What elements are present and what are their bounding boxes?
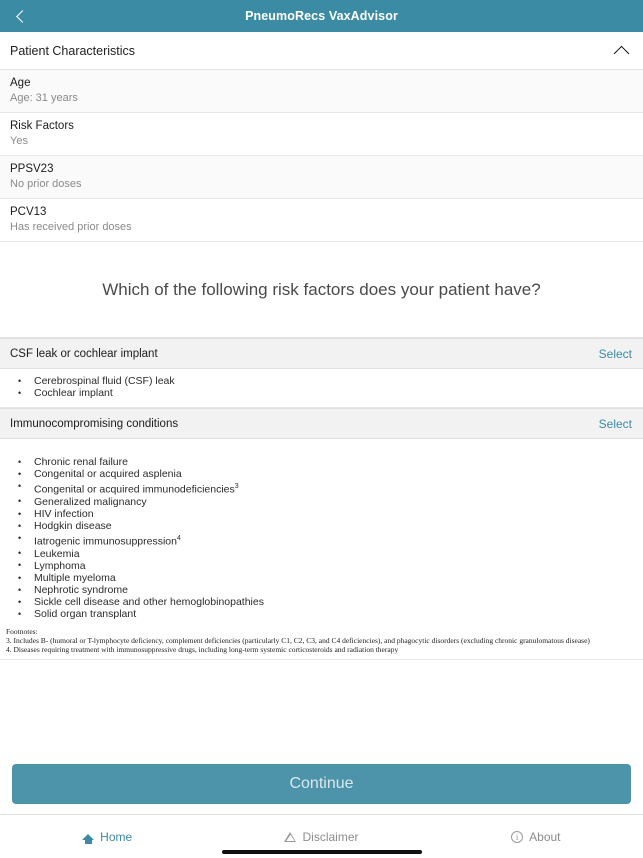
list-item: • Hodgkin disease (0, 521, 643, 533)
list-item: • Cochlear implant (0, 388, 643, 400)
list-item: • Lymphoma (0, 561, 643, 573)
list-item: • Cerebrospinal fluid (CSF) leak (0, 376, 643, 388)
tab-home[interactable] (0, 830, 214, 844)
tab-label: Disclaimer (302, 829, 359, 844)
characteristic-row-age[interactable] (0, 70, 643, 113)
option-group-body-csf (0, 369, 643, 408)
list-item: • Solid organ transplant (0, 609, 643, 621)
list-item: • Leukemia (0, 549, 643, 561)
select-button-immunocompromising[interactable]: Select (598, 416, 632, 431)
list-item: • Multiple myeloma (0, 573, 643, 585)
question-container (0, 242, 643, 338)
characteristic-row-risk-factors[interactable] (0, 113, 643, 156)
home-icon (82, 834, 94, 840)
list-item: • Iatrogenic immunosuppression$^4$ (0, 533, 643, 548)
option-group-header-immunocompromising (0, 408, 643, 439)
characteristic-value: Has received prior doses (10, 221, 132, 233)
characteristic-label: Age (10, 77, 31, 89)
list-item: • HIV infection (0, 509, 643, 521)
chevron-left-icon (16, 10, 29, 23)
option-group-body-immunocompromising (0, 439, 643, 660)
list-item: • Nephrotic syndrome (0, 585, 643, 597)
select-button-csf[interactable]: Select (598, 346, 632, 361)
question-text: Which of the following risk factors does your patient have? (102, 279, 541, 299)
characteristic-row-ppsv23[interactable] (0, 156, 643, 199)
footnotes-title: Footnotes: (6, 626, 38, 636)
tab-label: About (529, 829, 561, 844)
option-group-header-csf (0, 338, 643, 369)
info-circle-icon: i (511, 831, 523, 843)
characteristic-label: Risk Factors (10, 120, 74, 132)
patient-characteristics-header[interactable] (0, 32, 643, 70)
page-title: PneumoRecs VaxAdvisor (245, 9, 398, 23)
option-list-csf (0, 376, 643, 400)
continue-container (0, 764, 643, 804)
footnote-3: 3. Includes B- (humoral or T-lymphocyte deficiency, complement deficiencies (particularly C1, C2, C3, and C4 deficiencies), and phagocytic disorders (excluding chronic granulomatous disease) (6, 635, 590, 645)
tab-label: Home (100, 829, 133, 844)
option-list-immunocompromising (0, 457, 643, 621)
list-item: • Congenital or acquired asplenia (0, 469, 643, 481)
warning-triangle-icon (284, 832, 296, 842)
characteristic-row-pcv13[interactable] (0, 199, 643, 242)
app-header (0, 0, 643, 32)
tab-disclaimer[interactable] (214, 830, 428, 844)
characteristic-label: PPSV23 (10, 163, 54, 175)
patient-characteristics-title: Patient Characteristics (10, 43, 136, 58)
list-item: • Congenital or acquired immunodeficiencies$^3$ (0, 481, 643, 496)
option-group-title: CSF leak or cochlear implant (10, 347, 158, 360)
home-indicator (222, 850, 422, 854)
footnote-4: 4. Diseases requiring treatment with immunosuppressive drugs, including long-term systemic corticosteroids and radiation therapy (6, 645, 399, 655)
continue-button[interactable]: Continue (12, 764, 631, 804)
footnotes (0, 627, 643, 655)
characteristic-value: Age: 31 years (10, 92, 78, 104)
list-item: • Chronic renal failure (0, 457, 643, 469)
list-item: • Generalized malignancy (0, 497, 643, 509)
back-button[interactable] (8, 0, 34, 32)
tab-about[interactable] (429, 830, 643, 844)
characteristic-value: Yes (10, 135, 28, 147)
option-group-title: Immunocompromising conditions (10, 417, 179, 430)
chevron-up-icon[interactable] (616, 44, 629, 57)
list-item: • Sickle cell disease and other hemoglobinopathies (0, 597, 643, 609)
characteristic-value: No prior doses (10, 178, 82, 190)
characteristic-label: PCV13 (10, 206, 47, 218)
